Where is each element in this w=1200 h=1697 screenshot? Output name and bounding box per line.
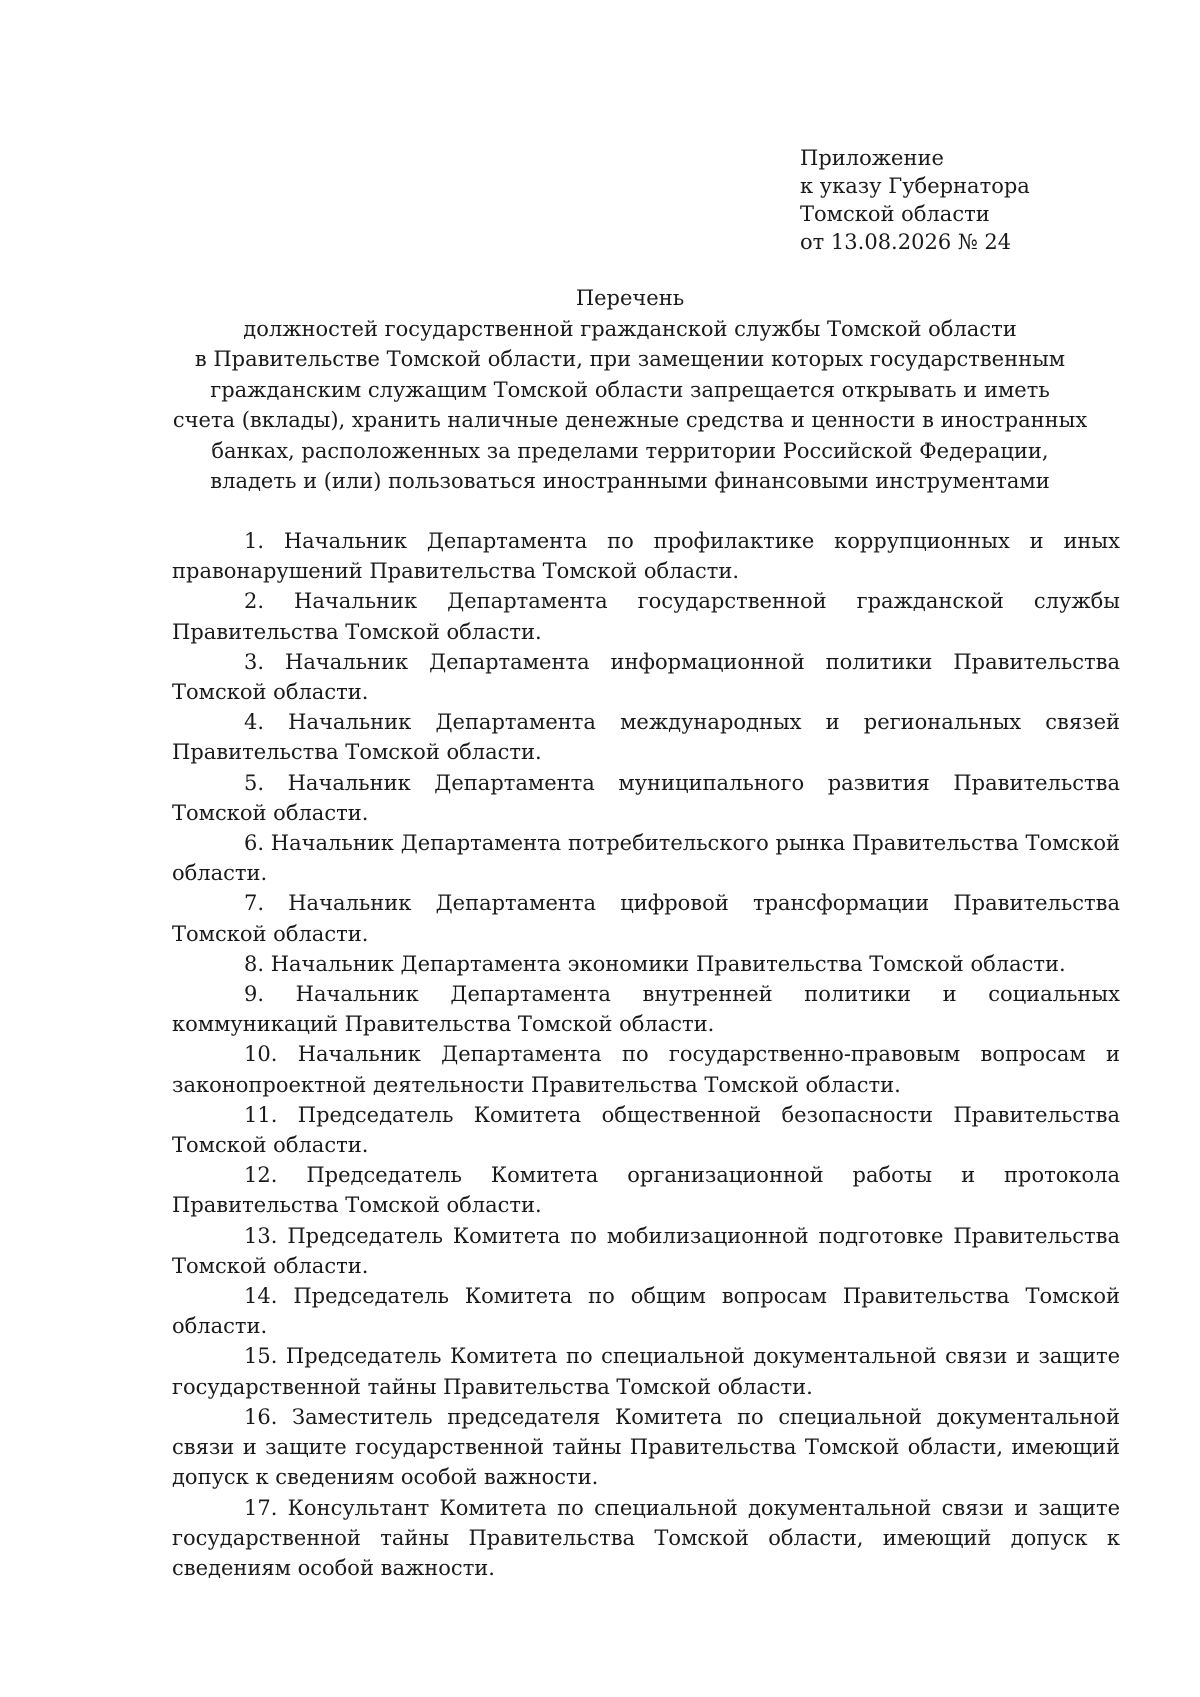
title-line: владеть и (или) пользоваться иностранными финансовыми инструментами	[210, 469, 1050, 493]
list-item: 1. Начальник Департамента по профилактике коррупционных и иных правонарушений Правительства Томской области.	[172, 529, 1120, 584]
appendix-region: Томской области	[800, 202, 990, 226]
list-item: 13. Председатель Комитета по мобилизационной подготовке Правительства Томской области.	[172, 1223, 1120, 1278]
positions-list	[172, 526, 1120, 1583]
list-item: 6. Начальник Департамента потребительского рынка Правительства Томской области.	[172, 831, 1120, 886]
list-item: 2. Начальник Департамента государственной гражданской службы Правительства Томской области.	[172, 589, 1120, 644]
list-item: 15. Председатель Комитета по специальной документальной связи и защите государственной тайны Правительства Томской области.	[172, 1344, 1120, 1399]
list-item: 8. Начальник Департамента экономики Правительства Томской области.	[244, 951, 1066, 976]
title-line: счета (вклады), хранить наличные денежные средства и ценности в иностранных	[172, 408, 1088, 432]
title-heading: Перечень	[575, 286, 685, 310]
list-item: 12. Председатель Комитета организационной работы и протокола Правительства Томской области.	[172, 1163, 1120, 1218]
list-item: 5. Начальник Департамента муниципального развития Правительства Томской области.	[172, 770, 1120, 825]
list-item: 14. Председатель Комитета по общим вопросам Правительства Томской области.	[172, 1284, 1120, 1339]
list-item: 3. Начальник Департамента информационной политики Правительства Томской области.	[172, 649, 1120, 705]
appendix-date-number: от 13.08.2026 № 24	[800, 230, 1012, 254]
list-item: 4. Начальник Департамента международных и региональных связей Правительства Томской области.	[172, 710, 1120, 765]
list-item: 17. Консультант Комитета по специальной документальной связи и защите государственной тайны Правительства Томской области, имеющий допуск к сведениям особой важности.	[172, 1495, 1120, 1580]
document-title	[150, 283, 1110, 497]
list-item: 11. Председатель Комитета общественной безопасности Правительства Томской области.	[172, 1102, 1120, 1158]
title-line: банках, расположенных за пределами территории Российской Федерации,	[211, 438, 1049, 463]
list-item: 10. Начальник Департамента по государственно-правовым вопросам и законопроектной деятельности Правительства Томской области.	[172, 1042, 1120, 1097]
list-item: 16. Заместитель председателя Комитета по специальной документальной связи и защите государственной тайны Правительства Томской области, имеющий допуск к сведениям особой важности.	[172, 1404, 1120, 1490]
list-item: 9. Начальник Департамента внутренней политики и социальных коммуникаций Правительства Томской области.	[172, 982, 1120, 1037]
appendix-header	[800, 144, 1030, 256]
list-item: 7. Начальник Департамента цифровой трансформации Правительства Томской области.	[172, 891, 1120, 946]
title-line: должностей государственной гражданской службы Томской области	[243, 316, 1017, 341]
appendix-decree-ref: к указу Губернатора	[800, 174, 1030, 198]
title-line: в Правительстве Томской области, при замещении которых государственным	[194, 347, 1066, 371]
appendix-label: Приложение	[800, 146, 944, 170]
title-line: гражданским служащим Томской области запрещается открывать и иметь	[210, 377, 1050, 402]
